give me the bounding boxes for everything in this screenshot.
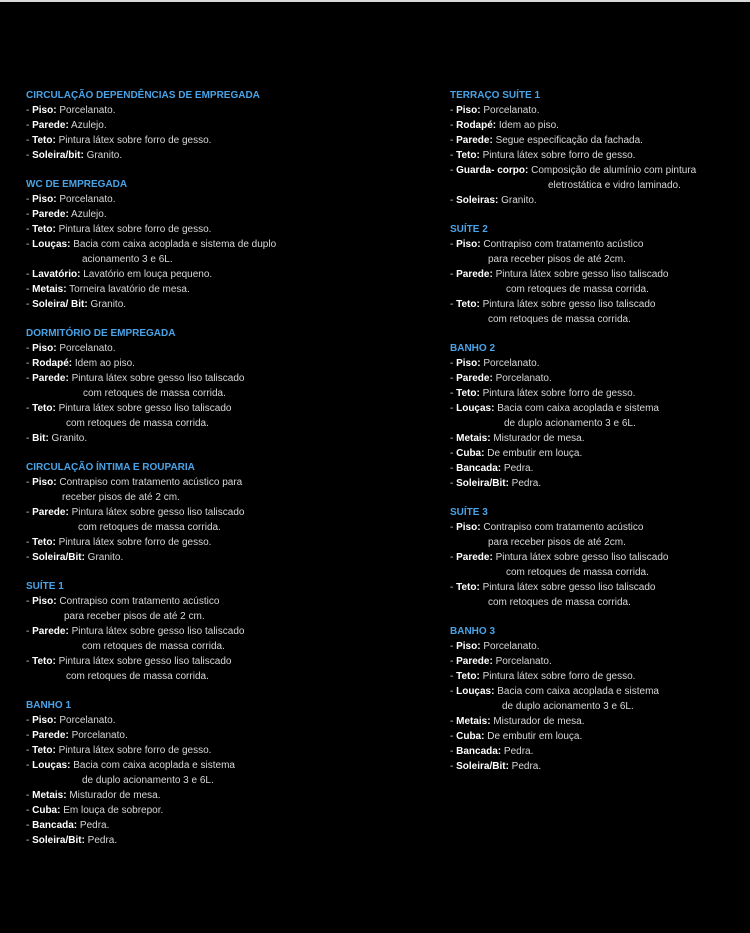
spec-item: - Rodapé: Idem ao piso.: [26, 358, 135, 369]
spec-label: Piso:: [32, 105, 57, 116]
spec-item: - Soleira/Bit: Granito.: [26, 552, 124, 563]
spec-value: Bacia com caixa acoplada e sistema de duplo: [70, 239, 277, 250]
spec-item: - Louças: Bacia com caixa acoplada e sistema: [26, 760, 235, 771]
spec-label: Teto:: [456, 388, 480, 399]
spec-label: Piso:: [32, 194, 57, 205]
spec-value: Contrapiso com tratamento acústico: [480, 522, 644, 533]
spec-label: Soleira/Bit:: [32, 552, 85, 563]
spec-value-continuation: com retoques de massa corrida.: [78, 522, 221, 533]
spec-value-continuation: para receber pisos de até 2cm.: [488, 537, 626, 548]
spec-item: - Teto: Pintura látex sobre gesso liso taliscado: [450, 299, 656, 310]
right-column: [450, 88, 748, 788]
spec-item: - Piso: Porcelanato.: [26, 343, 116, 354]
spec-value: Idem ao piso.: [496, 120, 559, 131]
spec-label: Louças:: [456, 686, 495, 697]
spec-value: Composição de alumínio com pintura: [528, 165, 697, 176]
spec-item: - Louças: Bacia com caixa acoplada e sistema de duplo: [26, 239, 277, 250]
spec-value: Pintura látex sobre forro de gesso.: [55, 135, 212, 146]
spec-item: - Parede: Porcelanato.: [450, 656, 552, 667]
spec-label: Parede:: [456, 135, 493, 146]
spec-item: - Teto: Pintura látex sobre gesso liso taliscado: [450, 582, 656, 593]
spec-value: Pintura látex sobre gesso liso taliscado: [55, 656, 232, 667]
spec-value-continuation: para receber pisos de até 2cm.: [488, 254, 626, 265]
spec-item: - Teto: Pintura látex sobre forro de gesso.: [26, 745, 212, 756]
spec-value-continuation: de duplo acionamento 3 e 6L.: [504, 418, 636, 429]
spec-label: Lavatório:: [32, 269, 81, 280]
spec-label: Teto:: [32, 537, 56, 548]
spec-value: Misturador de mesa.: [490, 716, 585, 727]
section-title: BANHO 1: [26, 700, 72, 711]
spec-item: - Parede: Pintura látex sobre gesso liso taliscado: [450, 552, 669, 563]
spec-label: Teto:: [32, 224, 56, 235]
spec-value-continuation: de duplo acionamento 3 e 6L.: [82, 775, 214, 786]
spec-label: Parede:: [456, 552, 493, 563]
spec-label: Parede:: [32, 507, 69, 518]
spec-label: Rodapé:: [32, 358, 73, 369]
section-banho-2: [450, 341, 748, 491]
spec-label: Piso:: [456, 105, 481, 116]
spec-value: Porcelanato.: [56, 105, 116, 116]
section-suite-2: [450, 222, 748, 327]
spec-item: - Piso: Contrapiso com tratamento acústico: [450, 239, 644, 250]
spec-item: - Teto: Pintura látex sobre gesso liso taliscado: [26, 403, 232, 414]
spec-label: Bit:: [32, 433, 49, 444]
spec-value-continuation: receber pisos de até 2 cm.: [62, 492, 180, 503]
spec-value: Porcelanato.: [480, 358, 540, 369]
spec-item: - Teto: Pintura látex sobre forro de gesso.: [450, 150, 636, 161]
spec-label: Teto:: [456, 150, 480, 161]
spec-value: Pedra.: [508, 478, 542, 489]
spec-label: Teto:: [456, 582, 480, 593]
spec-value: Granito.: [84, 552, 124, 563]
spec-label: Soleira/Bit:: [456, 761, 509, 772]
spec-label: Louças:: [32, 239, 71, 250]
spec-value: Porcelanato.: [492, 373, 552, 384]
spec-label: Guarda- corpo:: [456, 165, 529, 176]
spec-value-continuation: com retoques de massa corrida.: [82, 641, 225, 652]
spec-item: - Soleiras: Granito.: [450, 195, 537, 206]
spec-label: Rodapé:: [456, 120, 497, 131]
spec-value: Pedra.: [84, 835, 118, 846]
section-title: DORMITÓRIO DE EMPREGADA: [26, 328, 176, 339]
spec-value: Pedra.: [501, 746, 534, 757]
spec-value: Pintura látex sobre gesso liso taliscado: [479, 582, 656, 593]
spec-value: Pintura látex sobre forro de gesso.: [479, 150, 636, 161]
spec-item: - Cuba: De embutir em louça.: [450, 448, 583, 459]
spec-label: Metais:: [32, 284, 67, 295]
left-column: [26, 88, 356, 862]
spec-item: - Soleira/Bit: Pedra.: [450, 761, 542, 772]
section-title: CIRCULAÇÃO DEPENDÊNCIAS DE EMPREGADA: [26, 90, 260, 101]
spec-value: Bacia com caixa acoplada e sistema: [494, 686, 659, 697]
spec-item: - Teto: Pintura látex sobre forro de gesso.: [450, 388, 636, 399]
section-suite-1: [26, 579, 356, 684]
spec-item: - Parede: Porcelanato.: [450, 373, 552, 384]
spec-label: Soleira/ Bit:: [32, 299, 88, 310]
spec-label: Soleira/Bit:: [456, 478, 509, 489]
spec-label: Cuba:: [456, 448, 485, 459]
section-circulacao-dependencias-de-empregada: [26, 88, 356, 163]
spec-value: Pintura látex sobre gesso liso taliscado: [479, 299, 656, 310]
section-title: SUÍTE 3: [450, 507, 488, 518]
spec-value: Contrapiso com tratamento acústico para: [56, 477, 243, 488]
spec-label: Soleira/bit:: [32, 150, 84, 161]
spec-value: Pedra.: [508, 761, 542, 772]
top-border: [0, 0, 750, 2]
spec-item: - Bit: Granito.: [26, 433, 88, 444]
spec-value: Pintura látex sobre forro de gesso.: [479, 671, 636, 682]
spec-item: - Parede: Pintura látex sobre gesso liso taliscado: [450, 269, 669, 280]
spec-label: Metais:: [32, 790, 67, 801]
spec-value-continuation: com retoques de massa corrida.: [66, 418, 209, 429]
spec-label: Parede:: [32, 120, 69, 131]
spec-label: Piso:: [456, 358, 481, 369]
spec-value: Pintura látex sobre gesso liso taliscado: [68, 373, 245, 384]
section-banho-3: [450, 624, 748, 774]
spec-item: - Soleira/bit: Granito.: [26, 150, 123, 161]
section-title: SUÍTE 1: [26, 581, 64, 592]
spec-value: De embutir em louça.: [484, 731, 583, 742]
spec-value: Porcelanato.: [492, 656, 552, 667]
spec-label: Teto:: [456, 299, 480, 310]
spec-label: Teto:: [32, 403, 56, 414]
spec-value: Pintura látex sobre forro de gesso.: [55, 745, 212, 756]
spec-label: Teto:: [32, 745, 56, 756]
spec-item: - Piso: Contrapiso com tratamento acústico para: [26, 477, 243, 488]
spec-item: - Metais: Torneira lavatório de mesa.: [26, 284, 190, 295]
spec-label: Bancada:: [456, 746, 502, 757]
spec-value: Pintura látex sobre gesso liso taliscado: [492, 552, 669, 563]
section-title: BANHO 3: [450, 626, 496, 637]
spec-value: Granito.: [87, 299, 127, 310]
spec-item: - Teto: Pintura látex sobre forro de gesso.: [450, 671, 636, 682]
spec-value: Pintura látex sobre gesso liso taliscado: [55, 403, 232, 414]
spec-value: Segue especificação da fachada.: [492, 135, 643, 146]
spec-value: Porcelanato.: [480, 641, 540, 652]
spec-item: - Piso: Contrapiso com tratamento acústico: [26, 596, 220, 607]
spec-item: - Rodapé: Idem ao piso.: [450, 120, 559, 131]
spec-label: Parede:: [32, 373, 69, 384]
spec-value: Pintura látex sobre gesso liso taliscado: [492, 269, 669, 280]
spec-label: Piso:: [32, 596, 57, 607]
spec-value: Torneira lavatório de mesa.: [66, 284, 190, 295]
spec-item: - Metais: Misturador de mesa.: [450, 716, 585, 727]
spec-label: Piso:: [456, 641, 481, 652]
spec-item: - Piso: Contrapiso com tratamento acústico: [450, 522, 644, 533]
spec-item: - Piso: Porcelanato.: [26, 105, 116, 116]
spec-value-continuation: com retoques de massa corrida.: [488, 314, 631, 325]
spec-label: Piso:: [456, 239, 481, 250]
section-suite-3: [450, 505, 748, 610]
spec-item: - Bancada: Pedra.: [450, 463, 534, 474]
spec-item: - Piso: Porcelanato.: [26, 194, 116, 205]
spec-label: Piso:: [456, 522, 481, 533]
spec-value: Porcelanato.: [56, 343, 116, 354]
spec-item: - Teto: Pintura látex sobre gesso liso taliscado: [26, 656, 232, 667]
spec-item: - Teto: Pintura látex sobre forro de gesso.: [26, 537, 212, 548]
spec-label: Teto:: [32, 656, 56, 667]
spec-item: - Bancada: Pedra.: [450, 746, 534, 757]
spec-value-continuation: para receber pisos de até 2 cm.: [64, 611, 205, 622]
spec-label: Bancada:: [456, 463, 502, 474]
spec-item: - Lavatório: Lavatório em louça pequeno.: [26, 269, 213, 280]
spec-item: - Metais: Misturador de mesa.: [26, 790, 161, 801]
spec-label: Parede:: [456, 269, 493, 280]
spec-item: - Soleira/Bit: Pedra.: [26, 835, 118, 846]
spec-value-continuation: com retoques de massa corrida.: [66, 671, 209, 682]
spec-label: Parede:: [456, 656, 493, 667]
spec-value: Lavatório em louça pequeno.: [80, 269, 213, 280]
spec-value: Porcelanato.: [480, 105, 540, 116]
section-wc-de-empregada: [26, 177, 356, 312]
spec-label: Teto:: [456, 671, 480, 682]
spec-value: Pintura látex sobre gesso liso taliscado: [68, 507, 245, 518]
spec-value-continuation: com retoques de massa corrida.: [506, 567, 649, 578]
section-title: SUÍTE 2: [450, 224, 488, 235]
spec-label: Cuba:: [32, 805, 61, 816]
spec-item: - Soleira/Bit: Pedra.: [450, 478, 542, 489]
spec-label: Metais:: [456, 433, 491, 444]
spec-item: - Piso: Porcelanato.: [450, 105, 540, 116]
section-circulacao-intima-e-rouparia: [26, 460, 356, 565]
section-title: BANHO 2: [450, 343, 496, 354]
spec-value-continuation: acionamento 3 e 6L.: [82, 254, 173, 265]
spec-value-continuation: com retoques de massa corrida.: [506, 284, 649, 295]
spec-value: Bacia com caixa acoplada e sistema: [494, 403, 659, 414]
spec-item: - Bancada: Pedra.: [26, 820, 110, 831]
section-terraco-suite-1: [450, 88, 748, 208]
spec-label: Soleira/Bit:: [32, 835, 85, 846]
spec-value: Pintura látex sobre forro de gesso.: [479, 388, 636, 399]
spec-item: - Parede: Segue especificação da fachada.: [450, 135, 643, 146]
spec-value: De embutir em louça.: [484, 448, 583, 459]
section-title: WC DE EMPREGADA: [26, 179, 128, 190]
spec-value: Porcelanato.: [68, 730, 128, 741]
spec-value: Misturador de mesa.: [490, 433, 585, 444]
spec-value: Em louça de sobrepor.: [60, 805, 164, 816]
spec-item: - Piso: Porcelanato.: [450, 641, 540, 652]
spec-label: Parede:: [32, 209, 69, 220]
spec-value-continuation: eletrostática e vidro laminado.: [548, 180, 681, 191]
spec-item: - Cuba: De embutir em louça.: [450, 731, 583, 742]
spec-value: Idem ao piso.: [72, 358, 135, 369]
spec-label: Metais:: [456, 716, 491, 727]
spec-value: Porcelanato.: [56, 715, 116, 726]
spec-value: Pintura látex sobre forro de gesso.: [55, 224, 212, 235]
spec-item: - Parede: Porcelanato.: [26, 730, 128, 741]
spec-label: Soleiras:: [456, 195, 499, 206]
spec-label: Cuba:: [456, 731, 485, 742]
spec-item: - Guarda- corpo: Composição de alumínio com pintura: [450, 165, 697, 176]
spec-value: Pedra.: [501, 463, 534, 474]
spec-value: Pintura látex sobre forro de gesso.: [55, 537, 212, 548]
spec-item: - Parede: Azulejo.: [26, 209, 107, 220]
spec-item: - Teto: Pintura látex sobre forro de gesso.: [26, 224, 212, 235]
spec-label: Parede:: [32, 626, 69, 637]
spec-value: Pedra.: [77, 820, 110, 831]
spec-label: Parede:: [456, 373, 493, 384]
section-dormitorio-de-empregada: [26, 326, 356, 446]
spec-value-continuation: de duplo acionamento 3 e 6L.: [502, 701, 634, 712]
spec-value: Misturador de mesa.: [66, 790, 161, 801]
spec-value: Pintura látex sobre gesso liso taliscado: [68, 626, 245, 637]
spec-item: - Cuba: Em louça de sobrepor.: [26, 805, 164, 816]
spec-value: Bacia com caixa acoplada e sistema: [70, 760, 235, 771]
spec-label: Louças:: [456, 403, 495, 414]
spec-item: - Louças: Bacia com caixa acoplada e sistema: [450, 686, 659, 697]
spec-item: - Parede: Azulejo.: [26, 120, 107, 131]
spec-value: Granito.: [83, 150, 123, 161]
section-title: TERRAÇO SUÍTE 1: [450, 90, 541, 101]
spec-item: - Metais: Misturador de mesa.: [450, 433, 585, 444]
spec-item: - Piso: Porcelanato.: [450, 358, 540, 369]
section-banho-1: [26, 698, 356, 848]
spec-label: Piso:: [32, 715, 57, 726]
spec-value: Granito.: [498, 195, 537, 206]
spec-value: Contrapiso com tratamento acústico: [56, 596, 220, 607]
spec-item: - Louças: Bacia com caixa acoplada e sistema: [450, 403, 659, 414]
spec-value-continuation: com retoques de massa corrida.: [488, 597, 631, 608]
spec-label: Piso:: [32, 477, 57, 488]
section-title: CIRCULAÇÃO ÍNTIMA E ROUPARIA: [26, 462, 195, 473]
spec-value: Azulejo.: [68, 120, 107, 131]
spec-item: - Teto: Pintura látex sobre forro de gesso.: [26, 135, 212, 146]
spec-item: - Parede: Pintura látex sobre gesso liso taliscado: [26, 373, 245, 384]
spec-value-continuation: com retoques de massa corrida.: [83, 388, 226, 399]
spec-item: - Piso: Porcelanato.: [26, 715, 116, 726]
spec-item: - Soleira/ Bit: Granito.: [26, 299, 127, 310]
spec-label: Piso:: [32, 343, 57, 354]
spec-label: Bancada:: [32, 820, 78, 831]
spec-value: Granito.: [48, 433, 88, 444]
spec-value: Porcelanato.: [56, 194, 116, 205]
spec-label: Teto:: [32, 135, 56, 146]
spec-label: Louças:: [32, 760, 71, 771]
spec-item: - Parede: Pintura látex sobre gesso liso taliscado: [26, 626, 245, 637]
spec-value: Azulejo.: [68, 209, 107, 220]
spec-label: Parede:: [32, 730, 69, 741]
spec-value: Contrapiso com tratamento acústico: [480, 239, 644, 250]
spec-item: - Parede: Pintura látex sobre gesso liso taliscado: [26, 507, 245, 518]
